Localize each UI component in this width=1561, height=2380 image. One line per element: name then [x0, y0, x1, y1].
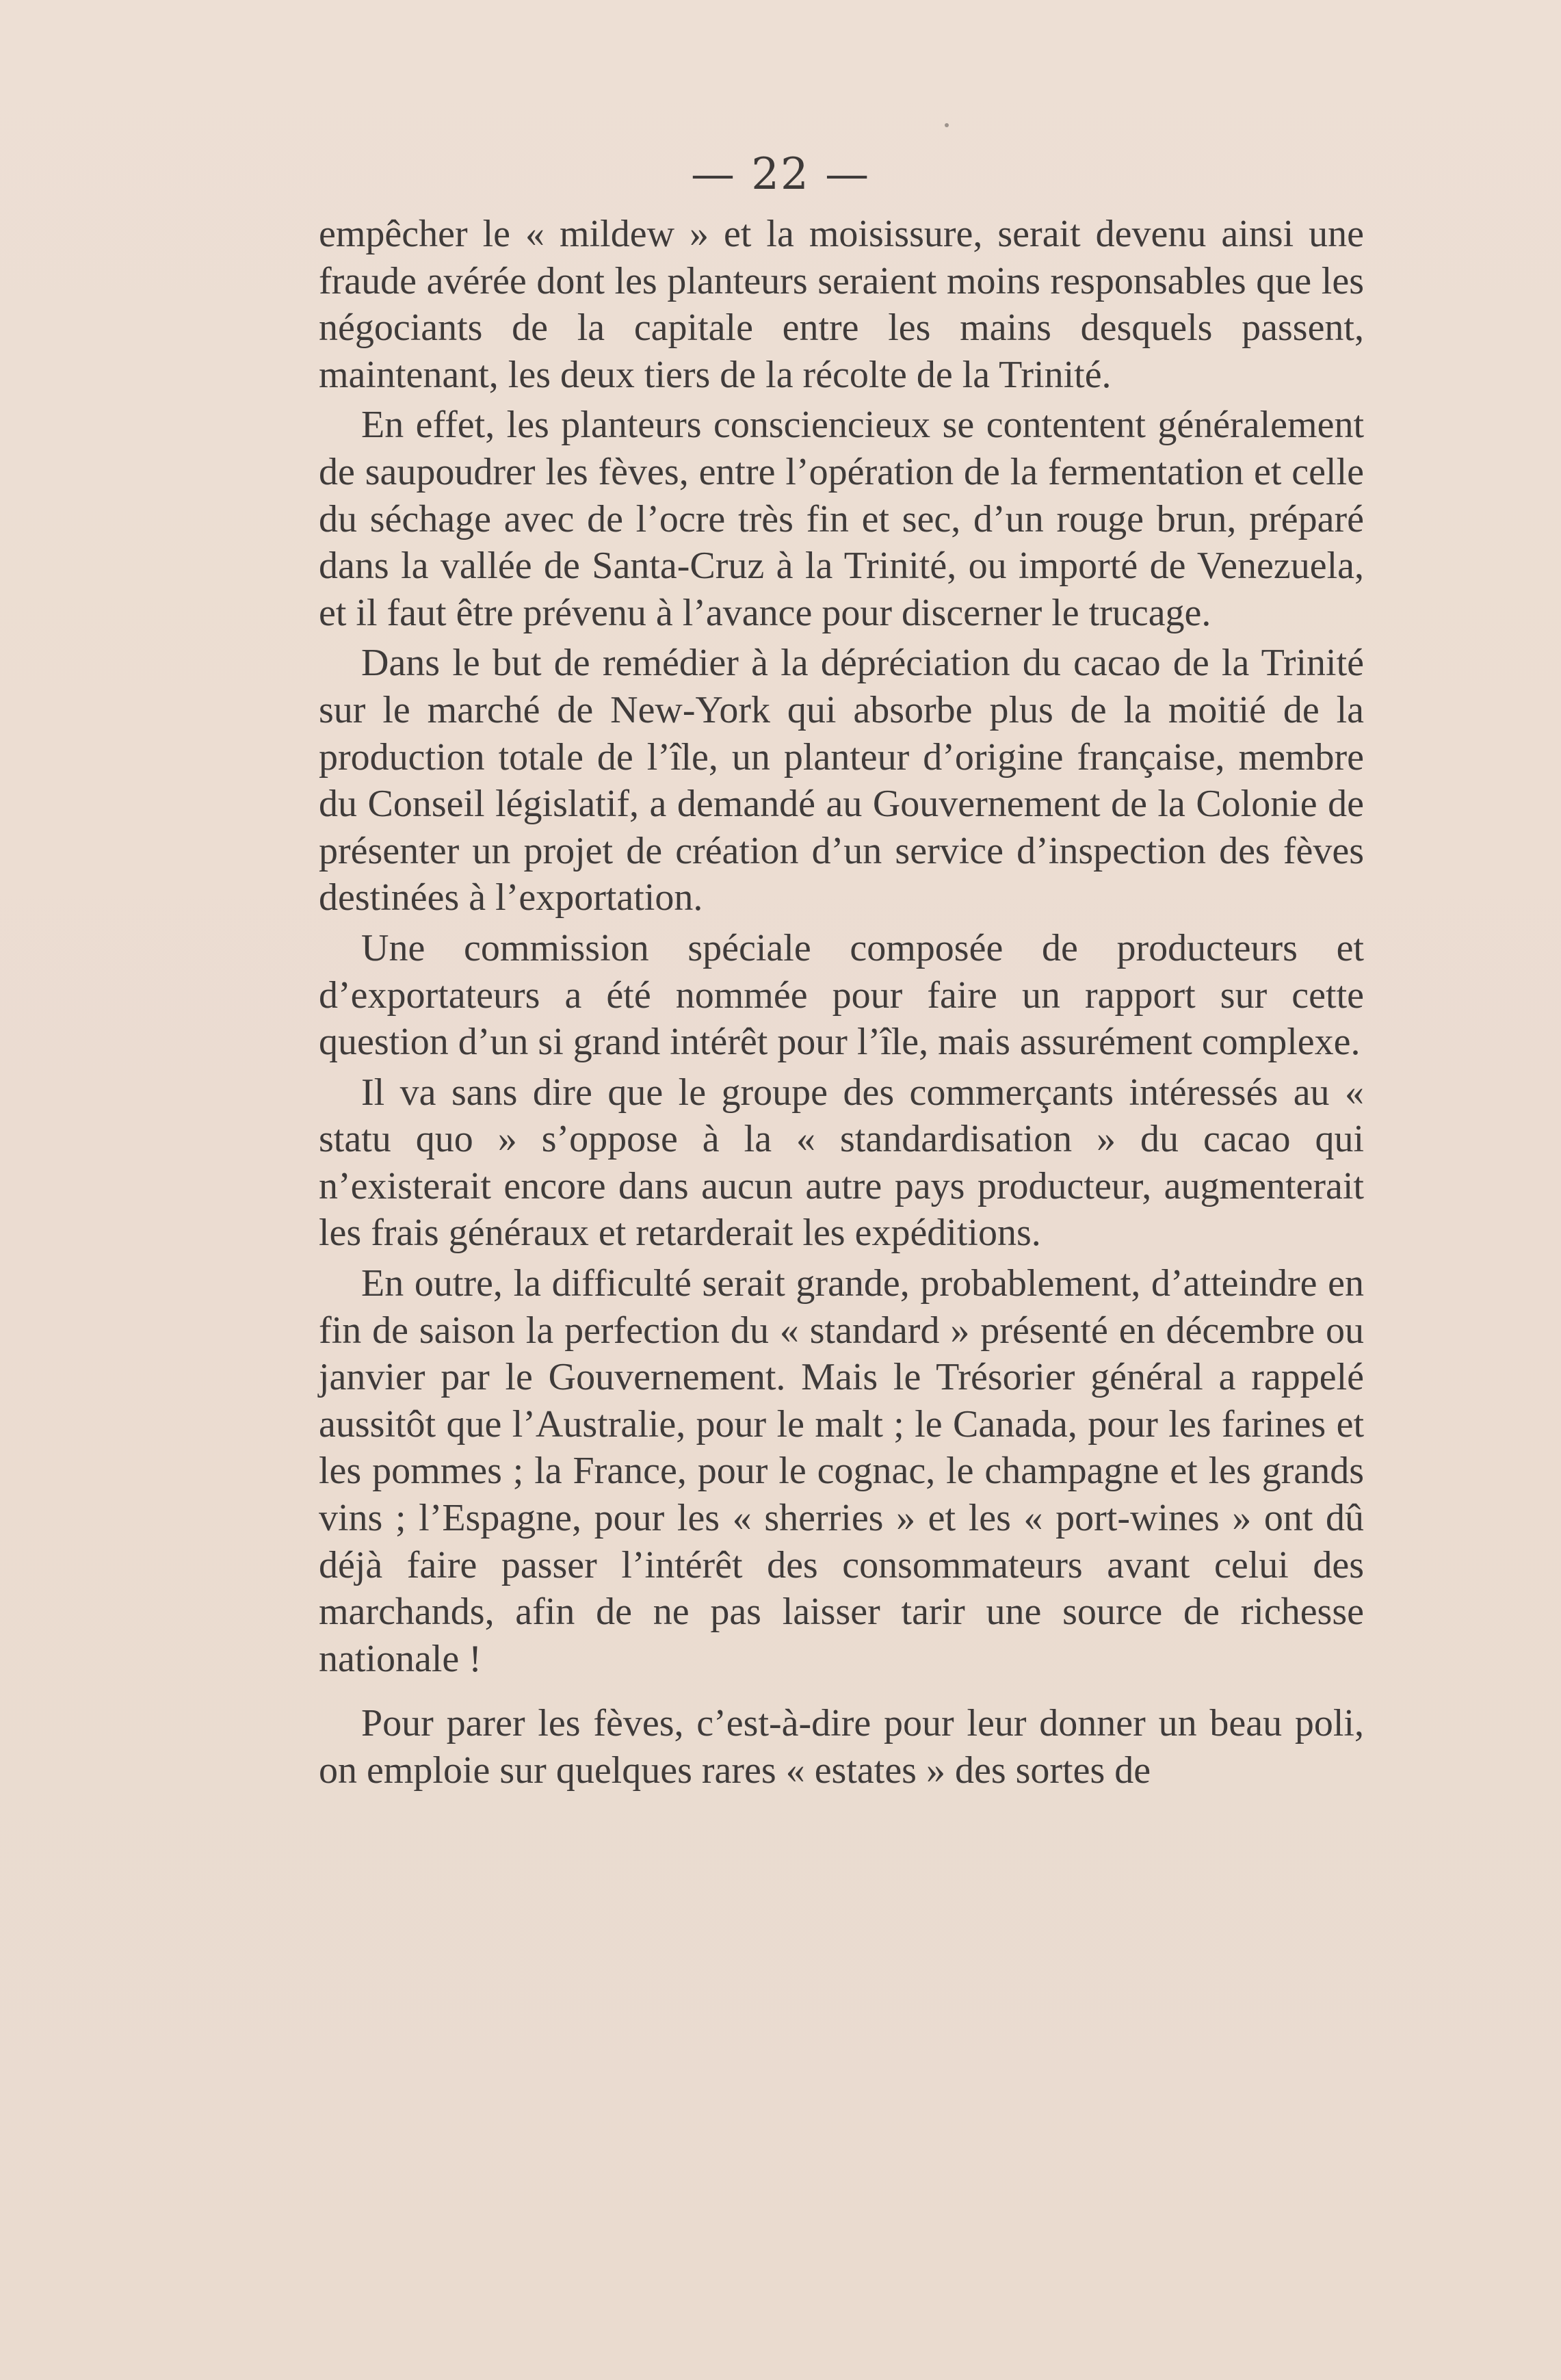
paragraph-standard: En outre, la difficulté serait grande, probablement, d’atteindre en fin de saison la perfection du « standard » présenté en décembre ou janvier par le Gouvernement. Mais le Trésorier général a rappelé aussitôt que l’Australie, pour le malt ; le Canada, pour les farines et les pommes ; la France, pour le cognac, le champagne et les grands vins ; l’Espagne, pour les « sherries » et les « port-wines » ont dû déjà faire passer l’intérêt des consommateurs avant celui des marchands, afin de ne pas laisser tarir une source de richesse nationale ! — [319, 1262, 1364, 1680]
paragraph-depreciation: Dans le but de remédier à la dépréciation du cacao de la Trinité sur le marché de New-York qui absorbe plus de la moitié de la production totale de l’île, un planteur d’origine française, membre du Conseil législatif, a demandé au Gouvernement de la Colonie de présenter un projet de création d’un service d’inspection des fèves destinées à l’exportation. — [319, 642, 1364, 919]
ink-speck — [945, 123, 949, 127]
body-text — [319, 211, 1364, 1798]
paragraph-statu-quo: Il va sans dire que le groupe des commerçants intéressés au « statu quo » s’oppose à la « standardisation » du cacao qui n’existerait encore dans aucun autre pays producteur, augmenterait les frais généraux et retarderait les expéditions. — [319, 1071, 1364, 1255]
paragraph-continuation: empêcher le « mildew » et la moisissure, serait devenu ainsi une fraude avérée dont les planteurs seraient moins responsables que les négociants de la capitale entre les mains desquels passent, maintenant, les deux tiers de la récolte de la Trinité. — [319, 213, 1364, 396]
paragraph-polishing: Pour parer les fèves, c’est-à-dire pour leur donner un beau poli, on emploie sur quelques rares « estates » des sortes de — [319, 1702, 1364, 1792]
page-number: — 22 — — [690, 149, 871, 200]
paragraph-commission: Une commission spéciale composée de producteurs et d’exportateurs a été nommée pour faire un rapport sur cette question d’un si grand intérêt pour l’île, mais assurément complexe. — [319, 926, 1364, 1064]
paragraph-ochre: En effet, les planteurs consciencieux se contentent généralement de saupoudrer les fèves, entre l’opération de la fermentation et celle du séchage avec de l’ocre très fin et sec, d’un rouge brun, préparé dans la vallée de Santa-Cruz à la Trinité, ou importé de Venezuela, et il faut être prévenu à l’avance pour discerner le trucage. — [319, 404, 1364, 634]
